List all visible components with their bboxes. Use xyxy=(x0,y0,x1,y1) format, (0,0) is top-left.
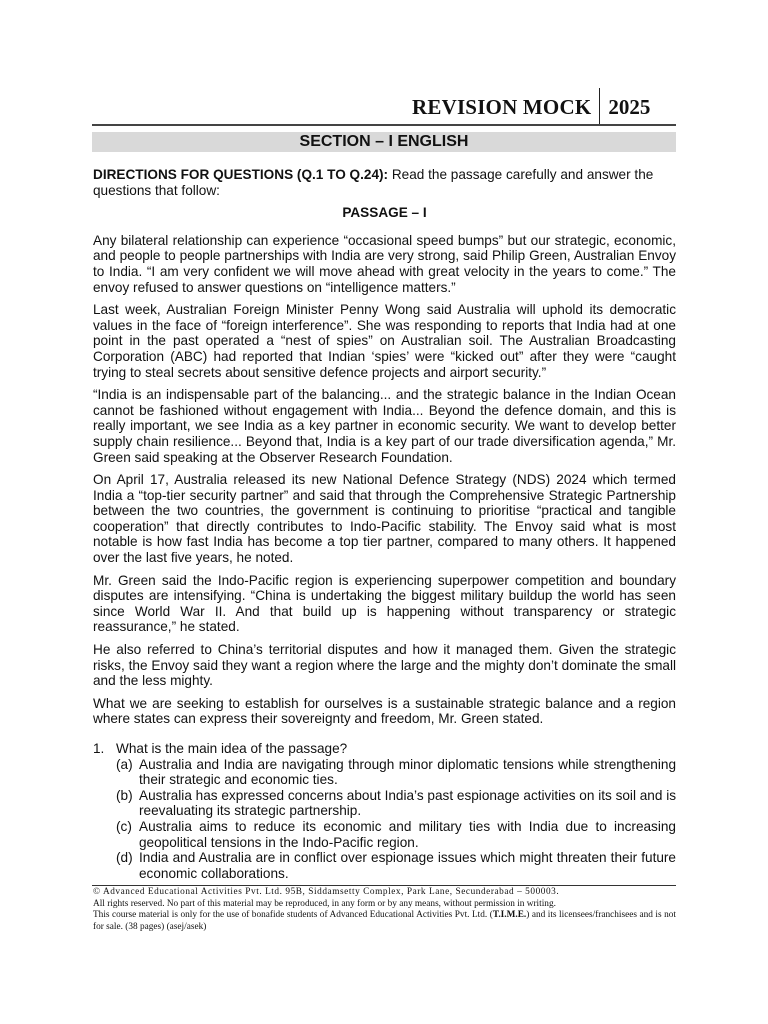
directions-text: Read the passage carefully and answer the questions that follow: xyxy=(93,167,654,198)
option-text: Australia has expressed concerns about India’s past espionage activities on its soil and is reevaluating its strategic partnership. xyxy=(139,787,677,819)
option-label: (b) xyxy=(116,787,133,803)
footer-address: © Advanced Educational Activities Pvt. Ltd. 95B, Siddamsetty Complex, Park Lane, Secunderabad – 500003. xyxy=(93,887,560,897)
option-text: Australia and India are navigating through minor diplomatic tensions while strengthening their strategic and economic ties. xyxy=(139,756,676,788)
question-1 xyxy=(93,741,676,881)
question-number: 1. xyxy=(93,741,105,756)
passage-paragraph: On April 17, Australia released its new National Defence Strategy (NDS) 2024 which termed India a “top-tier security partner” and said that through the Comprehensive Strategic Partnership between the two countries, the government is continuing to prioritise “practical and tangible cooperation” that directly contributes to Indo-Pacific stability. The Envoy said what is most notable is how fast India has become a top tier partner, compared to many others. It happened over the last five years, he noted. xyxy=(93,472,676,566)
directions xyxy=(93,167,676,198)
header-rule xyxy=(92,124,676,126)
question-stem xyxy=(93,741,676,757)
directions-label: DIRECTIONS FOR QUESTIONS (Q.1 TO Q.24): xyxy=(93,167,389,182)
passage-paragraph: Any bilateral relationship can experience “occasional speed bumps” but our strategic, economic, and people to people partnerships with India are very strong, said Philip Green, Australian Envoy to India. “I am very confident we will move ahead with great velocity in the years to come.” The envoy refused to answer questions on “intelligence matters.” xyxy=(93,232,676,295)
footer-license xyxy=(93,910,676,933)
option-d xyxy=(116,850,676,881)
passage-paragraph: He also referred to China’s territorial disputes and how it managed them. Given the strategic risks, the Envoy said they want a region where the large and the mighty don’t dominate the small and the less mighty. xyxy=(93,642,676,689)
option-label: (d) xyxy=(116,850,133,866)
option-label: (c) xyxy=(116,818,132,834)
footer-license-a: This course material is only for the use of bonafide students of Advanced Educational Activities Pvt. Ltd. ( xyxy=(93,910,493,920)
page-header xyxy=(412,88,676,124)
footer-license-c: ) and its licensees/franchisees and is not for sale. (38 pages) (asej/asek) xyxy=(93,910,676,932)
section-title: SECTION – I ENGLISH xyxy=(92,132,676,152)
question-text: What is the main idea of the passage? xyxy=(116,741,348,756)
passage-paragraph: Mr. Green said the Indo-Pacific region is experiencing superpower competition and boundary disputes are intensifying. “China is undertaking the biggest military buildup the world has seen since World War II. And that build up is happening without transparency or strategic reassurance,” he stated. xyxy=(93,572,676,635)
footer-rule xyxy=(92,885,676,886)
page-footer xyxy=(93,887,676,933)
passage-title: PASSAGE – I xyxy=(342,205,427,221)
option-b xyxy=(116,788,676,819)
option-a xyxy=(116,757,676,788)
footer-brand: T.I.M.E. xyxy=(492,910,527,920)
answer-options xyxy=(116,757,676,882)
option-label: (a) xyxy=(116,756,133,772)
option-text: India and Australia are in conflict over espionage issues which might threaten their future economic collaborations. xyxy=(139,850,676,881)
header-title: REVISION MOCK xyxy=(412,95,592,119)
passage-paragraph: Last week, Australian Foreign Minister Penny Wong said Australia will uphold its democratic values in the face of “foreign interference”. She was responding to reports that India had at one point in the past operated a “nest of spies” on Australian soil. The Australian Broadcasting Corporation (ABC) had reported that Indian ‘spies’ were “kicked out” after they were “caught trying to steal secrets about sensitive defence projects and airport security.” xyxy=(93,302,676,380)
option-c xyxy=(116,819,676,850)
header-year: 2025 xyxy=(608,95,651,119)
footer-rights: All rights reserved. No part of this material may be reproduced, in any form or by any means, without permission in writing. xyxy=(93,898,556,909)
passage-paragraph: “India is an indispensable part of the balancing... and the strategic balance in the Indian Ocean cannot be fashioned without engagement with India... Beyond the defence domain, and this is really important, we see India as a key partner in economic security. We want to develop better supply chain resilience... Beyond that, India is a key part of our trade diversification agenda,” Mr. Green said speaking at the Observer Research Foundation. xyxy=(93,387,676,465)
passage-paragraph: What we are seeking to establish for ourselves is a sustainable strategic balance and a region where states can express their sovereignty and freedom, Mr. Green stated. xyxy=(93,695,676,727)
main-content xyxy=(93,167,676,881)
option-text: Australia aims to reduce its economic and military ties with India due to increasing geopolitical tensions in the Indo-Pacific region. xyxy=(139,818,676,850)
